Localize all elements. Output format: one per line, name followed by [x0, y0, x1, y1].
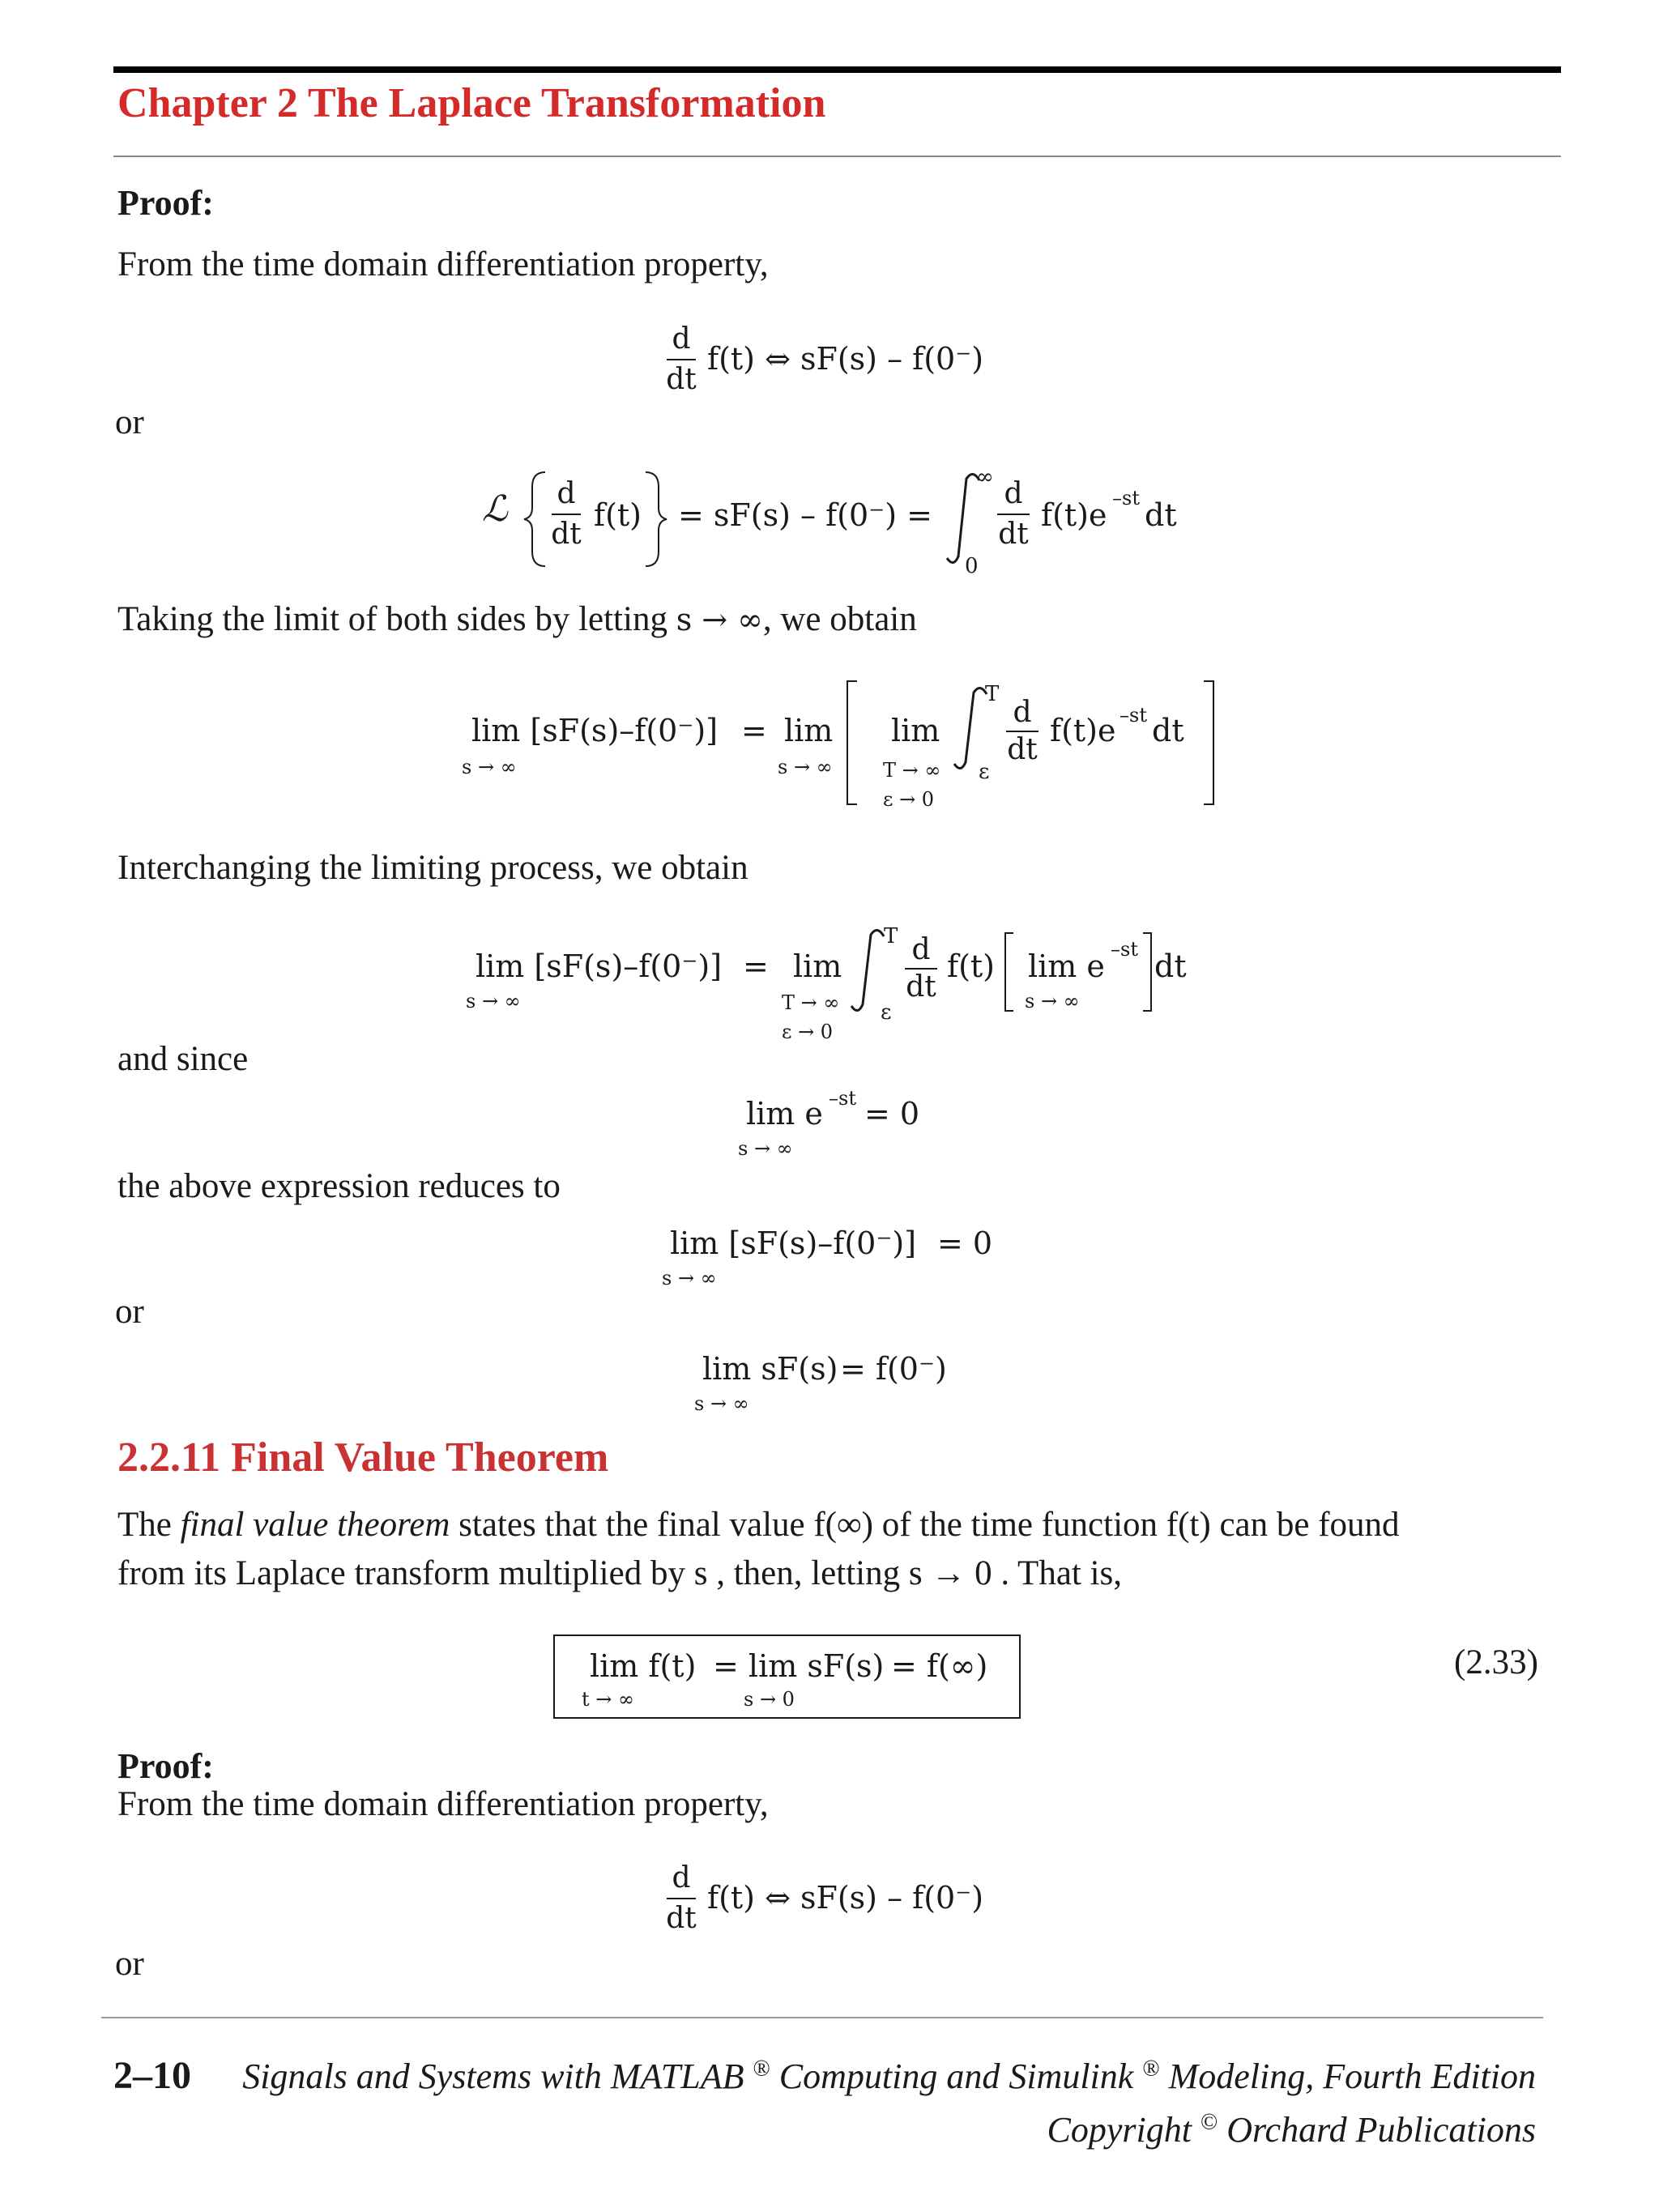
- reduces-text: the above expression reduces to: [117, 1167, 561, 1205]
- dt-label: dt: [1152, 713, 1184, 748]
- header-rule: [113, 66, 1561, 73]
- boxed-rhs: = f(∞): [891, 1648, 988, 1684]
- boxed-sub-t: t → ∞: [582, 1688, 635, 1711]
- boxed-lhs: lim f(t): [590, 1648, 697, 1684]
- integrand: f(t)e: [1041, 497, 1107, 533]
- lim-lhs: lim [sF(s)–f(0⁻)]: [476, 948, 723, 984]
- integrand: f(t)e: [1050, 713, 1116, 748]
- lower-limit-eps: ε: [881, 1000, 892, 1025]
- laplace-symbol: ℒ: [482, 488, 508, 530]
- proof-heading: Proof:: [117, 183, 214, 223]
- equation-number: (2.33): [1454, 1643, 1538, 1681]
- left-bracket: [847, 681, 857, 804]
- integral-sign: [851, 930, 884, 1010]
- or-2: or: [115, 1293, 144, 1331]
- lim-sF: lim sF(s): [702, 1351, 838, 1387]
- left-brace: [524, 472, 545, 566]
- lim-TE: lim: [793, 948, 842, 984]
- lim-lhs: lim [sF(s)–f(0⁻)]: [670, 1225, 917, 1261]
- section-text-line-2: from its Laplace transform multiplied by s , then, letting s → 0 . That is,: [117, 1554, 1123, 1592]
- lower-limit-eps: ε: [979, 760, 990, 784]
- or-3: or: [115, 1945, 144, 1983]
- equation-limit-both-sides: [454, 676, 1231, 822]
- lim-e-eq: = 0: [864, 1096, 920, 1132]
- integral-sign: [947, 474, 979, 562]
- footer-rule: [101, 2017, 1543, 2018]
- chapter-title: Chapter 2 The Laplace Transformation: [117, 80, 826, 126]
- proof-intro: From the time domain differentiation property,: [117, 245, 769, 283]
- diff-rhs: f(t) ⇔ sF(s) – f(0⁻): [707, 341, 984, 377]
- equation-initial-value: [693, 1340, 1000, 1421]
- exponent: –st: [1111, 938, 1138, 961]
- lim-e: lim e: [1028, 948, 1105, 984]
- or-1: or: [115, 403, 144, 441]
- header-divider: [113, 156, 1561, 157]
- section-title: 2.2.11 Final Value Theorem: [117, 1434, 609, 1481]
- right-bracket: [1204, 681, 1213, 804]
- frac-dt: dt: [666, 1902, 697, 1935]
- equation-diff-property-2: [660, 1855, 1017, 1944]
- footer-book-title: Signals and Systems with MATLAB ® Computing and Simulink ® Modeling, Fourth Edition: [242, 2056, 1536, 2096]
- limit-text: Taking the limit of both sides by letting s → ∞, we obtain: [117, 600, 917, 638]
- frac-dt: dt: [906, 970, 936, 1004]
- upper-limit-inf: ∞: [976, 465, 994, 489]
- equation-lim-exp: [733, 1077, 944, 1166]
- integral-sign: [954, 688, 987, 768]
- upper-limit-T: T: [884, 924, 898, 948]
- page-number: 2–10: [113, 2054, 191, 2097]
- equation-laplace-of-derivative: [482, 458, 1195, 579]
- lim-inner-sub-T: T → ∞: [883, 759, 941, 782]
- frac-dt: dt: [551, 518, 582, 551]
- lim-sub: s → ∞: [662, 1267, 717, 1289]
- footer-copyright: Copyright © Orchard Publications: [1047, 2109, 1536, 2150]
- proof-heading-2: Proof:: [117, 1746, 214, 1786]
- diff-rhs: f(t) ⇔ sF(s) – f(0⁻): [707, 1880, 984, 1916]
- frac-d: d: [672, 1861, 691, 1894]
- equation-diff-property: [660, 316, 1017, 405]
- lim-inner: lim: [891, 713, 940, 748]
- exponent: –st: [1112, 487, 1140, 509]
- frac-d: d: [672, 322, 691, 356]
- lim-e-sub: s → ∞: [1025, 990, 1080, 1012]
- equals: =: [743, 948, 769, 984]
- initial-value-rhs: = f(0⁻): [840, 1351, 947, 1387]
- lim-outer: lim: [784, 713, 834, 748]
- left-bracket: [1005, 933, 1013, 1011]
- frac-d: d: [1004, 477, 1023, 510]
- equation-reduced: [660, 1215, 1033, 1296]
- right-brace: [646, 472, 667, 566]
- frac-d: d: [911, 933, 931, 966]
- lim-outer-sub: s → ∞: [778, 756, 833, 778]
- frac-d: d: [557, 477, 576, 510]
- frac-dt: dt: [666, 363, 697, 396]
- lim-sub-eps: ε → 0: [782, 1021, 834, 1043]
- lower-limit-zero: 0: [965, 554, 979, 578]
- lim-sub-T: T → ∞: [782, 991, 840, 1014]
- lim-e: lim e: [746, 1096, 823, 1132]
- f-of-t: f(t): [947, 948, 995, 984]
- section-text-line-1: The final value theorem states that the final value f(∞) of the time function f(t) can be found: [117, 1506, 1400, 1544]
- interchange-text: Interchanging the limiting process, we obtain: [117, 849, 748, 887]
- equation-interchanged: [458, 923, 1203, 1045]
- f-of-t: f(t): [594, 497, 642, 533]
- dt-label: dt: [1145, 497, 1177, 533]
- lim-sub: s → ∞: [466, 990, 521, 1012]
- laplace-mid: = sF(s) – f(0⁻) =: [678, 497, 932, 533]
- equals: =: [741, 713, 767, 748]
- reduced-rhs: = 0: [937, 1225, 993, 1261]
- frac-d: d: [1013, 696, 1032, 729]
- right-bracket: [1143, 933, 1151, 1011]
- exponent: –st: [1120, 704, 1147, 727]
- lim-sub: s → ∞: [462, 756, 517, 778]
- lim-sub: s → ∞: [738, 1137, 793, 1160]
- lim-inner-sub-eps: ε → 0: [883, 788, 935, 811]
- and-since: and since: [117, 1040, 249, 1078]
- dt-label: dt: [1154, 948, 1187, 984]
- boxed-mid: = lim sF(s): [713, 1648, 885, 1684]
- proof-intro-2: From the time domain differentiation property,: [117, 1785, 769, 1823]
- upper-limit-T: T: [985, 682, 1000, 706]
- boxed-sub-s: s → 0: [744, 1688, 795, 1711]
- lim-sub: s → ∞: [694, 1392, 749, 1415]
- lim-lhs: lim [sF(s)–f(0⁻)]: [471, 713, 719, 748]
- equation-final-value: [567, 1639, 1013, 1714]
- frac-dt: dt: [998, 518, 1029, 551]
- exponent: –st: [829, 1087, 856, 1110]
- frac-dt: dt: [1007, 733, 1038, 766]
